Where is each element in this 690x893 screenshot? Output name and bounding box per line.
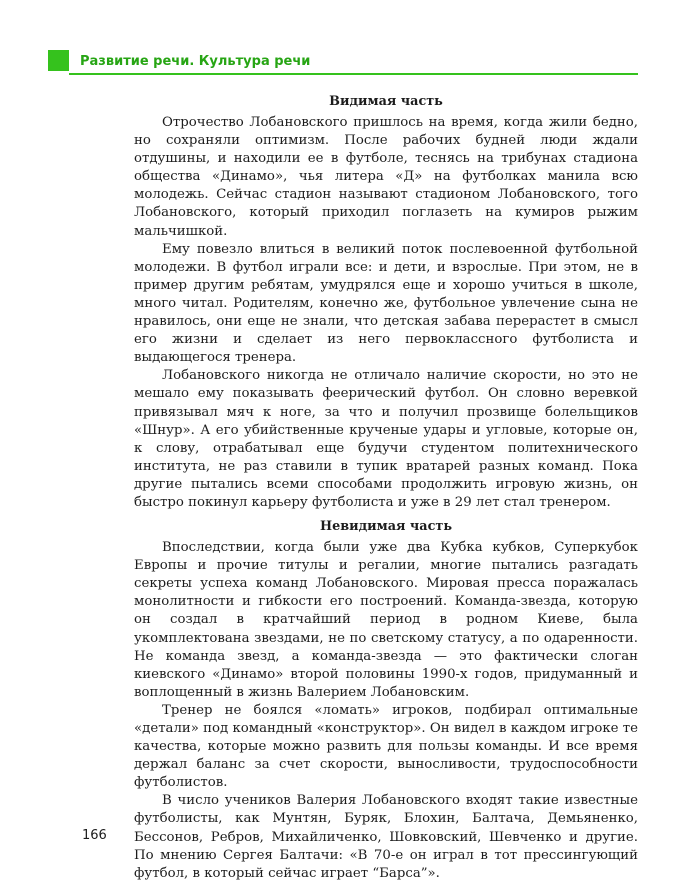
section-heading: Видимая часть <box>329 94 443 109</box>
paragraph: Отрочество Лобановского пришлось на время, когда жили бедно, но сохраняли оптимизм. После рабочих будней люди ждали отдушины, и находили ее в футболе, теснясь на трибунах стадиона общества «Динамо», чья литера «Д» на футболках манила всю молодежь. Сейчас стадион называют стадионом Лобановского, того Лобановского, который приходил поглазеть на кумиров рыжим мальчишкой. <box>134 115 638 239</box>
section-invisible-part <box>134 518 638 883</box>
header-rule <box>69 73 638 75</box>
paragraph: Ему повезло влиться в великий поток послевоенной футбольной молодежи. В футбол играли все: и дети, и взрослые. При этом, не в пример другим ребятам, умудрялся еще и хорошо учиться в школе, много читал. Родителям, конечно же, футбольное увлечение сына не нравилось, они еще не знали, что детская забава перерастет в смысл его жизни и сделает из него первоклассного футболиста и выдающегося тренера. <box>134 241 638 366</box>
paragraph: Тренер не боялся «ломать» игроков, подбирал оптимальные «детали» под командный «конструктор». Он видел в каждом игроке те качества, которые можно развить для пользы команды. И все время держал баланс за счет скорости, выносливости, трудоспособности футболистов. <box>134 702 638 791</box>
running-header-title: Развитие речи. Культура речи <box>80 54 311 69</box>
paragraph: Впоследствии, когда были уже два Кубка кубков, Суперкубок Европы и прочие титулы и регалии, многие пытались разгадать секреты успеха команд Лобановского. Мировая пресса поражалась монолитности и гибкости его построений. Команда-звезда, которую он создал в кратчайший период в родном Киеве, была укомплектована звездами, не по светскому статусу, а по одаренности. Не команда звезд, а команда-звезда — это фактически слоган киевского «Динамо» второй половины 1990-х годов, придуманный и воплощенный в жизнь Валерием Лобановским. <box>134 540 638 700</box>
main-text <box>134 93 638 883</box>
section-visible-part <box>134 93 638 512</box>
section-color-marker <box>48 50 69 71</box>
section-heading: Невидимая часть <box>319 519 453 535</box>
paragraph: Лобановского никогда не отличало наличие скорости, но это не мешало ему показывать феерический футбол. Он словно веревкой привязывал мяч к ноге, за что и получил прозвище болельщиков «Шнур». А его убийственные крученые удары и угловые, которые он, к слову, отрабатывал еще будучи студентом политехнического института, не раз ставили в тупик вратарей разных команд. Пока другие пытались всеми способами продолжить игровую жизнь, он быстро покинул карьеру футболиста и уже в 29 лет стал тренером. <box>134 368 638 510</box>
page-number: 166 <box>82 828 107 843</box>
paragraph: В число учеников Валерия Лобановского входят такие известные футболисты, как Мунтян, Буряк, Блохин, Балтача, Демьяненко, Бессонов, Ребров, Михайличенко, Шовковский, Шевченко и другие. По мнению Сергея Балтачи: «В 70-е он играл в тот прессингующий футбол, в который сейчас играет “Барса”». <box>134 793 638 881</box>
